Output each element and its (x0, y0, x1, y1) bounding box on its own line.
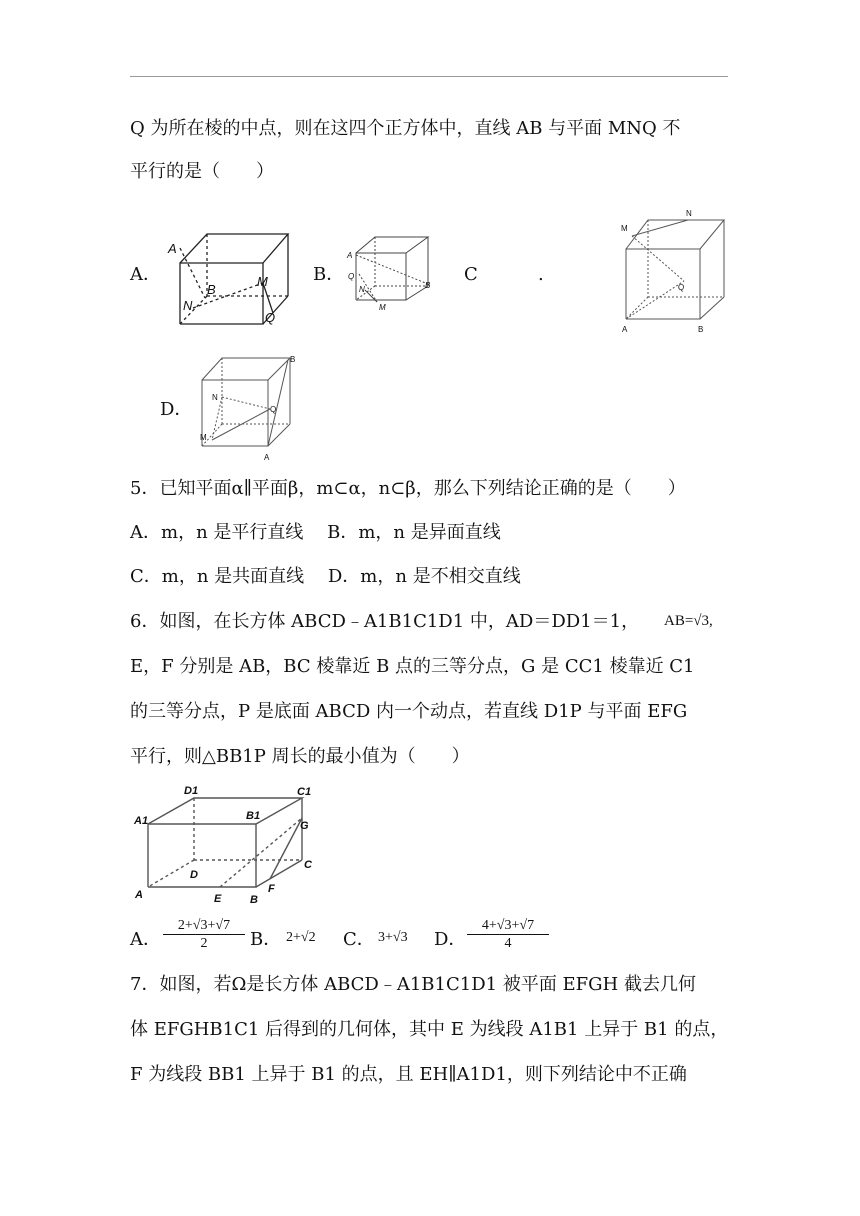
fig-q6-label-a1: A1 (134, 815, 149, 827)
q7-line-2: 体 EFGHB1C1 后得到的几何体，其中 E 为线段 A1B1 上异于 B1 的点， (130, 1019, 729, 1040)
q7-line-3: F 为线段 BB1 上异于 B1 的点，且 EH∥A1D1，则下列结论中不正确 (130, 1064, 687, 1085)
fig-b-label-b: B (425, 281, 431, 290)
q6-line-4: 平行，则△BB1P 周长的最小值为（ ） (130, 746, 470, 767)
q7-line-1: 7．如图，若Ω是长方体 ABCD﹣A1B1C1D1 被平面 EFGH 截去几何 (130, 974, 696, 995)
q6-option-d-numerator: 4+√3+√7 (467, 917, 549, 935)
fig-q6-label-d1: D1 (184, 785, 199, 797)
q6-line-3: 的三等分点，P 是底面 ABCD 内一个动点，若直线 D1P 与平面 EFG (130, 701, 688, 722)
q4-figure-d (194, 352, 298, 464)
fig-c-label-m: M (621, 224, 628, 233)
fig-d-label-n: N (212, 393, 218, 402)
fig-q6-label-g: G (300, 820, 309, 832)
fig-q6-label-c1: C1 (297, 786, 312, 798)
fig-a-label-b: B (207, 282, 216, 297)
q6-line-1: 6．如图，在长方体 ABCD﹣A1B1C1D1 中，AD＝DD1＝1， (130, 611, 640, 632)
q6-figure (132, 782, 328, 908)
fig-q6-label-a: A (135, 889, 143, 901)
q4-option-c-dot: . (538, 264, 544, 285)
q6-line-2: E，F 分别是 AB，BC 棱靠近 B 点的三等分点，G 是 CC1 棱靠近 C1 (130, 656, 695, 677)
q4-figure-c (618, 206, 730, 340)
fig-q6-label-b: B (250, 894, 258, 906)
q4-line-2: 平行的是（ ） (130, 161, 274, 182)
header-rule (130, 76, 728, 77)
q6-option-a-numerator: 2+√3+√7 (163, 917, 245, 935)
q4-line-1: Q 为所在棱的中点，则在这四个正方体中，直线 AB 与平面 MNQ 不 (130, 118, 681, 139)
fig-q6-label-e: E (214, 893, 222, 905)
fig-b-label-m: M (379, 303, 386, 312)
fig-c-label-b: B (698, 325, 704, 334)
q6-option-b-label: B． (250, 929, 282, 950)
q6-option-a-fraction (163, 917, 245, 952)
q5-options-ab: A．m，n 是平行直线 B．m，n 是异面直线 (130, 522, 501, 543)
q4-option-d-label: D． (160, 399, 193, 420)
fig-d-label-m: M (200, 433, 207, 442)
q5-options-cd: C．m，n 是共面直线 D．m，n 是不相交直线 (130, 566, 521, 587)
q4-option-b-label: B． (313, 264, 345, 285)
q6-option-c-value: 3+√3 (378, 930, 408, 945)
q6-option-b-value: 2+√2 (286, 930, 316, 945)
fig-a-label-q: Q (265, 310, 276, 325)
fig-b-label-n: N (359, 285, 365, 294)
q6-option-d-fraction (467, 917, 549, 952)
fig-d-label-q: Q (270, 405, 277, 414)
fig-d-label-b: B (290, 355, 296, 364)
q6-ab-equation: AB=√3, (664, 613, 713, 629)
fig-q6-label-c: C (304, 859, 312, 871)
fig-q6-label-f: F (268, 883, 275, 895)
fig-c-label-n: N (686, 209, 692, 218)
fig-q6-label-b1: B1 (246, 810, 261, 822)
fig-c-label-q: Q (678, 283, 685, 292)
q6-option-a-denominator: 2 (200, 936, 208, 951)
q6-option-d-denominator: 4 (504, 936, 512, 951)
fig-b-label-q: Q (348, 272, 355, 281)
q6-option-c-label: C． (343, 929, 375, 950)
fig-a-label-n: N (183, 298, 193, 313)
q4-option-c-label: C (464, 264, 478, 285)
q5-stem: 5．已知平面α∥平面β，m⊂α，n⊂β，那么下列结论正确的是（ ） (130, 478, 686, 499)
fig-a-label-m: M (257, 274, 268, 289)
fig-a-label-a: A (168, 241, 177, 256)
fig-b-label-a: A (347, 251, 353, 260)
q6-option-d-label: D． (434, 929, 467, 950)
q4-option-a-label: A． (130, 264, 161, 285)
q4-figure-b (343, 232, 438, 314)
q6-option-a-label: A． (130, 929, 161, 950)
fig-q6-label-d: D (190, 869, 198, 881)
q4-figure-a (165, 228, 290, 328)
fig-c-label-a: A (622, 325, 628, 334)
fig-d-label-a: A (264, 453, 270, 462)
